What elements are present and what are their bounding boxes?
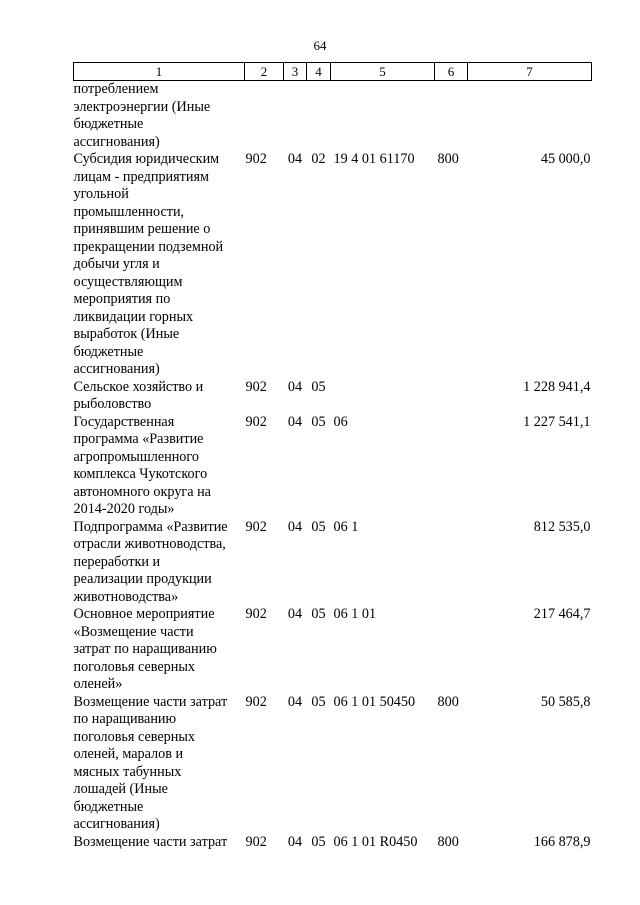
row-expense-type bbox=[435, 414, 468, 519]
table-header bbox=[74, 63, 592, 81]
row-expense-type: 800 bbox=[437, 151, 459, 167]
row-name: Основное мероприятие «Возмещение части затрат по наращиванию поголовья северных оленей» bbox=[73, 606, 217, 692]
row-amount: 1 228 941,4 bbox=[523, 378, 591, 395]
row-amount: 50 585,8 bbox=[540, 693, 591, 710]
table-row bbox=[74, 606, 592, 694]
row-name: потреблением электроэнергии (Иные бюджетные ассигнования) bbox=[73, 81, 211, 150]
page-number: 64 bbox=[313, 38, 327, 53]
row-subsection: 05 bbox=[311, 413, 326, 430]
row-amount bbox=[468, 81, 592, 152]
row-ministry-code: 902 bbox=[245, 151, 267, 167]
header-col-2: 2 bbox=[245, 63, 284, 81]
row-section: 04 bbox=[287, 693, 303, 710]
row-target-article bbox=[331, 81, 435, 152]
header-col-3: 3 bbox=[284, 63, 307, 81]
row-amount: 217 464,7 bbox=[533, 606, 591, 622]
row-subsection bbox=[307, 81, 331, 152]
row-expense-type: 800 bbox=[437, 693, 459, 710]
row-target-article: 06 1 01 50450 bbox=[333, 693, 416, 710]
row-subsection: 05 bbox=[311, 518, 326, 535]
row-section: 04 bbox=[287, 833, 303, 850]
row-ministry-code: 902 bbox=[245, 606, 267, 622]
row-section: 04 bbox=[287, 378, 303, 395]
row-amount: 1 227 541,1 bbox=[523, 413, 591, 430]
row-target-article: 06 1 01 R0450 bbox=[333, 833, 418, 850]
row-amount: 812 535,0 bbox=[533, 518, 591, 535]
table-row bbox=[74, 519, 592, 607]
row-subsection: 05 bbox=[311, 693, 326, 710]
row-amount: 166 878,9 bbox=[533, 833, 591, 850]
table-row bbox=[74, 81, 592, 152]
row-amount: 45 000,0 bbox=[540, 151, 591, 167]
table-row bbox=[74, 834, 592, 852]
row-section: 04 bbox=[287, 518, 303, 535]
header-col-1: 1 bbox=[74, 63, 245, 81]
row-ministry-code bbox=[245, 81, 284, 152]
header-col-6: 6 bbox=[435, 63, 468, 81]
row-ministry-code: 902 bbox=[245, 693, 267, 710]
row-target-article: 06 1 bbox=[333, 518, 359, 535]
row-name: Возмещение части затрат bbox=[73, 833, 228, 850]
row-expense-type bbox=[435, 519, 468, 607]
row-ministry-code: 902 bbox=[245, 413, 267, 430]
row-expense-type bbox=[435, 379, 468, 414]
header-col-7: 7 bbox=[468, 63, 592, 81]
row-name: Государственная программа «Развитие агропромышленного комплекса Чукотского автономного округа на 2014-2020 годы» bbox=[73, 413, 211, 517]
row-expense-type bbox=[435, 606, 468, 694]
row-name: Сельское хозяйство и рыболовство bbox=[73, 378, 204, 412]
row-subsection: 02 bbox=[311, 151, 326, 167]
row-name: Подпрограмма «Развитие отрасли животноводства, переработки и реализации продукции животноводства» bbox=[73, 518, 228, 605]
row-name: Субсидия юридическим лицам - предприятиям угольной промышленности, принявшим решение о прекращении подземной добычи угля и осуществляющим мероприятия по ликвидации горных выработок (Иные бюджетные ассигнования) bbox=[73, 151, 224, 377]
header-col-4: 4 bbox=[307, 63, 331, 81]
row-section bbox=[284, 81, 307, 152]
table-row bbox=[74, 414, 592, 519]
row-target-article: 06 bbox=[333, 413, 348, 430]
table-row bbox=[74, 694, 592, 834]
table-row bbox=[74, 379, 592, 414]
row-section: 04 bbox=[287, 151, 303, 167]
row-target-article: 19 4 01 61170 bbox=[333, 151, 415, 167]
row-ministry-code: 902 bbox=[245, 833, 267, 850]
row-section: 04 bbox=[287, 606, 303, 622]
row-section: 04 bbox=[287, 413, 303, 430]
row-target-article bbox=[331, 379, 435, 414]
row-ministry-code: 902 bbox=[245, 518, 267, 535]
table-row bbox=[74, 151, 592, 379]
row-subsection: 05 bbox=[311, 833, 326, 850]
row-target-article: 06 1 01 bbox=[333, 606, 377, 622]
row-ministry-code: 902 bbox=[245, 378, 267, 395]
row-name: Возмещение части затрат по наращиванию поголовья северных оленей, маралов и мясных табунных лошадей (Иные бюджетные ассигнования) bbox=[73, 693, 228, 832]
row-subsection: 05 bbox=[311, 606, 326, 622]
row-expense-type bbox=[435, 81, 468, 152]
header-col-5: 5 bbox=[331, 63, 435, 81]
budget-table bbox=[73, 62, 592, 851]
row-expense-type: 800 bbox=[437, 833, 459, 850]
row-subsection: 05 bbox=[311, 378, 326, 395]
